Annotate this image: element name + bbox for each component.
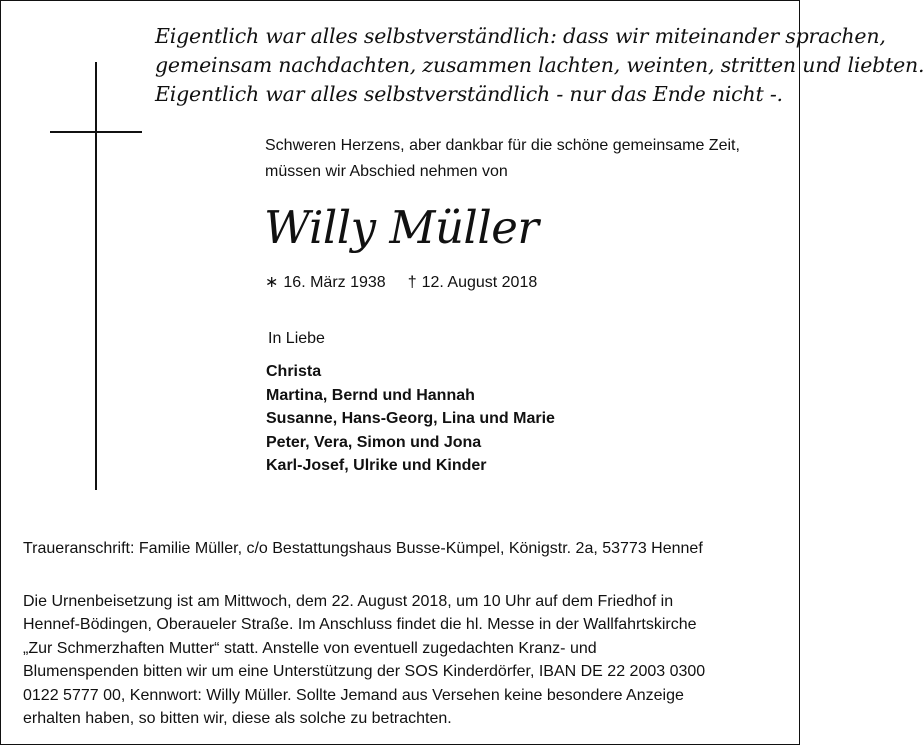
list-item: Karl-Josef, Ulrike und Kinder xyxy=(266,457,487,475)
poem-line: gemeinsam nachdachten, zusammen lachten, weinten, stritten und liebten. xyxy=(155,53,924,77)
birth-date: 16. März 1938 xyxy=(283,274,386,291)
poem-line: Eigentlich war alles selbstverständlich: dass wir miteinander sprachen, xyxy=(155,24,886,48)
mourning-address: Traueranschrift: Familie Müller, c/o Bestattungshaus Busse-Kümpel, Königstr. 2a, 53773 Hennef xyxy=(23,540,703,557)
cross-icon-bar xyxy=(50,131,142,133)
details-line: „Zur Schmerzhaften Mutter“ statt. Anstelle von eventuell zugedachten Kranz- und xyxy=(23,639,597,657)
death-date: 12. August 2018 xyxy=(421,274,538,291)
mourners-heading: In Liebe xyxy=(268,330,325,347)
birth-star-icon: ∗ xyxy=(265,274,279,291)
details-line: Die Urnenbeisetzung ist am Mittwoch, dem 22. August 2018, um 10 Uhr auf dem Friedhof in xyxy=(23,593,674,610)
intro-text xyxy=(265,133,740,185)
details-line: 0122 5777 00, Kennwort: Willy Müller. Sollte Jemand aus Versehen keine besondere Anzeige xyxy=(23,686,684,704)
list-item: Martina, Bernd und Hannah xyxy=(266,386,475,404)
list-item: Christa xyxy=(266,363,322,380)
ceremony-details xyxy=(23,590,799,730)
life-dates xyxy=(265,272,537,294)
mourners-list xyxy=(266,360,555,478)
list-item: Peter, Vera, Simon und Jona xyxy=(266,433,482,451)
details-line: Blumenspenden bitten wir um eine Unterstützung der SOS Kinderdörfer, IBAN DE 22 2003 0300 xyxy=(23,663,706,681)
intro-line: müssen wir Abschied nehmen von xyxy=(265,163,508,180)
list-item: Susanne, Hans-Georg, Lina und Marie xyxy=(266,410,555,428)
details-line: erhalten haben, so bitten wir, diese als solche zu betrachten. xyxy=(23,710,452,728)
death-cross-icon: † xyxy=(407,274,417,291)
poem xyxy=(155,22,924,109)
details-line: Hennef-Bödingen, Oberaueler Straße. Im Anschluss findet die hl. Messe in der Wallfahrtskirche xyxy=(23,616,697,634)
deceased-name: Willy Müller xyxy=(264,201,539,254)
cross-icon xyxy=(95,62,97,490)
intro-line: Schweren Herzens, aber dankbar für die schöne gemeinsame Zeit, xyxy=(265,137,740,154)
poem-line: Eigentlich war alles selbstverständlich - nur das Ende nicht -. xyxy=(155,82,783,106)
